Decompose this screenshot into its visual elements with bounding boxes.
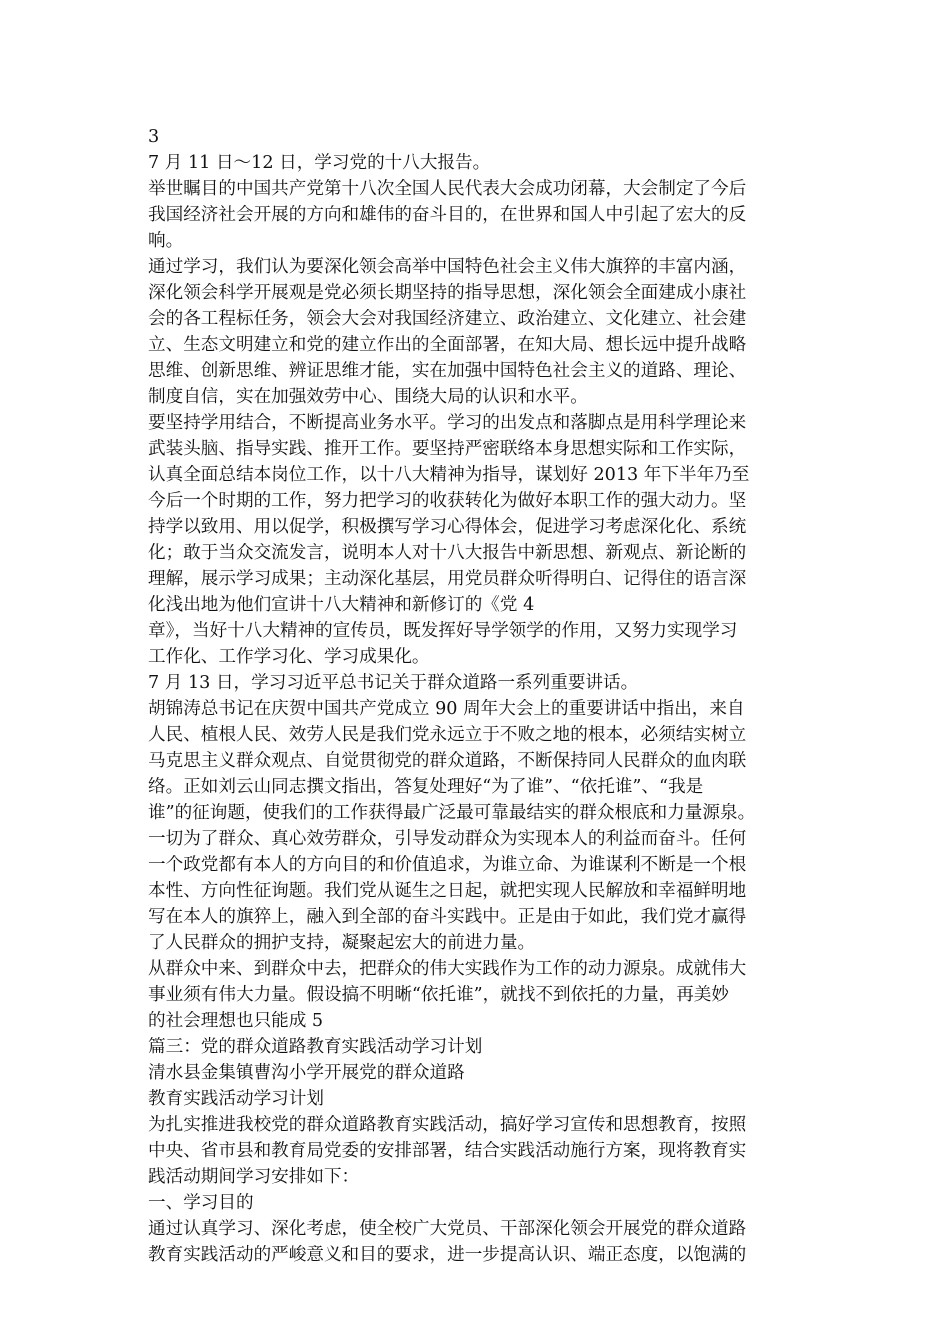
text-line: 今后一个时期的工作，努力把学习的收获转化为做好本职工作的强大动力。坚 [148,491,747,511]
text-line: 一个政党都有本人的方向目的和价值追求，为谁立命、为谁谋利不断是一个根 [148,855,747,875]
text-line: 7 月 13 日，学习习近平总书记关于群众道路一系列重要讲话。 [148,673,639,693]
text-line: 为扎实推进我校党的群众道路教育实践活动，搞好学习宣传和思想教育，按照 [148,1115,747,1135]
text-line: 会的各工程标任务，领会大会对我国经济建立、政治建立、文化建立、社会建 [148,309,747,329]
text-line: 篇三：党的群众道路教育实践活动学习计划 [148,1037,483,1057]
text-line: 中央、省市县和教育局党委的安排部署，结合实践活动施行方案，现将教育实 [148,1141,747,1161]
text-line: 章》，当好十八大精神的宣传员，既发挥好导学领学的作用，又努力实现学习 [148,621,738,641]
text-line: 谁”的征询题，使我们的工作获得最广泛最可靠最结实的群众根底和力量源泉。 [148,803,756,823]
text-line: 教育实践活动学习计划 [148,1089,324,1109]
text-line: 通过认真学习、深化考虑，使全校广大党员、干部深化领会开展党的群众道路 [148,1219,747,1239]
text-line: 制度自信，实在加强效劳中心、围绕大局的认识和水平。 [148,387,588,407]
text-line: 举世瞩目的中国共产党第十八次全国人民代表大会成功闭幕，大会制定了今后 [148,179,747,199]
text-line: 人民、植根人民、效劳人民是我们党永远立于不败之地的根本，必须结实树立 [148,725,747,745]
text-line: 马克思主义群众观点、自觉贯彻党的群众道路，不断保持同人民群众的血肉联 [148,751,747,771]
text-line: 清水县金集镇曹沟小学开展党的群众道路 [148,1063,465,1083]
text-line: 要坚持学用结合，不断提高业务水平。学习的出发点和落脚点是用科学理论来 [148,413,747,433]
text-line: 的社会理想也只能成 5 [148,1011,324,1031]
text-line: 了人民群众的拥护支持，凝聚起宏大的前进力量。 [148,933,536,953]
text-line: 从群众中来、到群众中去，把群众的伟大实践作为工作的动力源泉。成就伟大 [148,959,747,979]
text-line: 3 [148,127,160,147]
text-line: 教育实践活动的严峻意义和目的要求，进一步提高认识、端正态度，以饱满的 [148,1245,747,1265]
text-line: 本性、方向性征询题。我们党从诞生之日起，就把实现人民解放和幸福鲜明地 [148,881,747,901]
text-line: 事业须有伟大力量。假设搞不明晰“依托谁”，就找不到依托的力量，再美妙 [148,985,729,1005]
text-line: 理解，展示学习成果；主动深化基层，用党员群众听得明白、记得住的语言深 [148,569,747,589]
text-line: 胡锦涛总书记在庆贺中国共产党成立 90 周年大会上的重要讲话中指出，来自 [148,699,745,719]
text-line: 我国经济社会开展的方向和雄伟的奋斗目的，在世界和国人中引起了宏大的反 [148,205,747,225]
text-line: 认真全面总结本岗位工作，以十八大精神为指导，谋划好 2013 年下半年乃至 [148,465,750,485]
text-line: 深化领会科学开展观是党必须长期坚持的指导思想，深化领会全面建成小康社 [148,283,747,303]
text-line: 一、学习目的 [148,1193,254,1213]
text-line: 写在本人的旗猝上，融入到全部的奋斗实践中。正是由于如此，我们党才赢得 [148,907,747,927]
document-page [148,124,813,1268]
text-line: 化；敢于当众交流发言，说明本人对十八大报告中新思想、新观点、新论断的 [148,543,747,563]
text-line: 武装头脑、指导实践、推开工作。要坚持严密联络本身思想实际和工作实际， [148,439,747,459]
text-line: 一切为了群众、真心效劳群众，引导发动群众为实现本人的利益而奋斗。任何 [148,829,747,849]
text-line: 7 月 11 日～12 日，学习党的十八大报告。 [148,153,491,173]
text-line: 工作化、工作学习化、学习成果化。 [148,647,430,667]
text-line: 通过学习，我们认为要深化领会高举中国特色社会主义伟大旗猝的丰富内涵， [148,257,747,277]
text-line: 响。 [148,231,184,251]
text-line: 持学以致用、用以促学，积极撰写学习心得体会，促进学习考虑深化化、系统 [148,517,747,537]
text-line: 思维、创新思维、辨证思维才能，实在加强中国特色社会主义的道路、理论、 [148,361,747,381]
text-line: 络。正如刘云山同志撰文指出，答复处理好“为了谁”、“依托谁”、“我是 [148,777,704,797]
text-line: 化浅出地为他们宣讲十八大精神和新修订的《党 4 [148,595,535,615]
text-line: 立、生态文明建立和党的建立作出的全面部署，在知大局、想长远中提升战略 [148,335,747,355]
text-line: 践活动期间学习安排如下： [148,1167,360,1187]
